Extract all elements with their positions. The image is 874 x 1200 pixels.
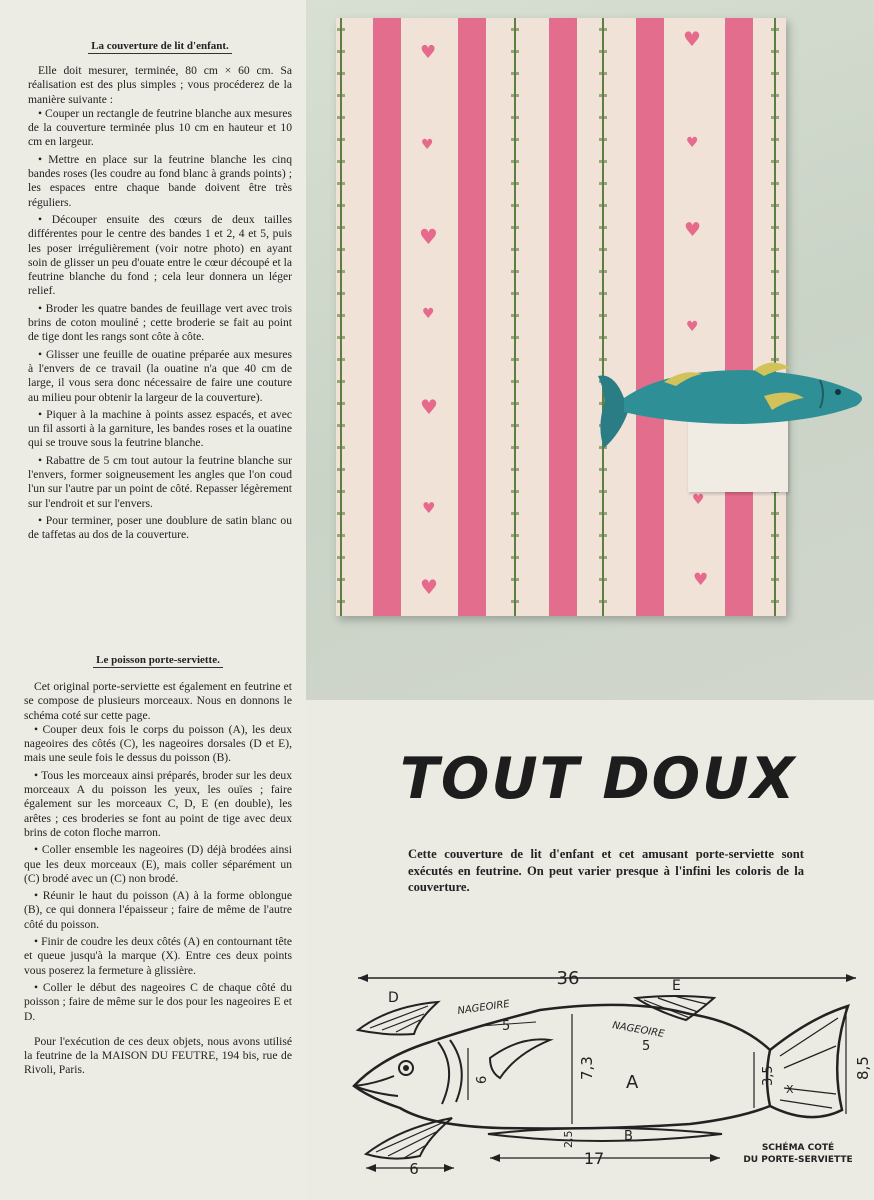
heart-icon: ♥ xyxy=(419,225,438,249)
section-outro: Pour l'exécution de ces deux objets, nous avons utilisé la feutrine de la MAISON DU FEUTRE, 194 bis, rue de Rivoli, Paris. xyxy=(24,1034,292,1077)
step-item: • Finir de coudre les deux côtés (A) en contournant tête et queue jusqu'à la marque (X). Entre ces deux points vous poserez la fermeture à glissière. xyxy=(24,935,292,977)
step-item: • Couper deux fois le corps du poisson (A), les deux nageoires des côtés (C), les nageoires dorsales (D et E), mais une seule fois le dessus du poisson (B). xyxy=(24,722,292,765)
page-title: TOUT DOUX xyxy=(400,746,797,812)
step-list xyxy=(24,723,292,1024)
label-nageoire-side: NAGEOIRE xyxy=(611,1020,666,1041)
heart-icon: ♥ xyxy=(683,27,701,51)
step-item: • Rabattre de 5 cm tout autour la feutrine blanche sur l'envers, former soigneusement les angles que l'on coud l'un sur l'autre par un point de côté. Repasser légèrement sur l'endroit et sur l'envers. xyxy=(28,453,292,510)
section-title-fish: Le poisson porte-serviette. xyxy=(24,654,292,666)
pink-stripe xyxy=(725,18,753,616)
dimension-b-height: 2,5 xyxy=(562,1130,575,1148)
heart-icon: ♥ xyxy=(692,492,705,508)
section-fish xyxy=(24,654,292,1078)
heart-icon: ♥ xyxy=(686,135,699,151)
step-item: • Glisser une feuille de ouatine préparée aux mesures à l'envers de ce travail (la ouatine n'a que 40 cm de large, il vous sera donc nécessaire de faire une couture au milieu pour obtenir la largeur de la couverture). xyxy=(28,347,292,404)
dimension-b-length: 17 xyxy=(583,1149,605,1168)
dimension-tail-join: 3,5 xyxy=(761,1065,776,1086)
label-a: A xyxy=(626,1072,639,1093)
step-item: • Pour terminer, poser une doublure de satin blanc ou de taffetas au dos de la couverture. xyxy=(28,513,292,542)
step-list xyxy=(28,107,292,543)
fish-body-outline xyxy=(354,1005,770,1129)
label-e: E xyxy=(672,978,681,994)
marker-x-label: X xyxy=(786,1083,794,1096)
heart-icon: ♥ xyxy=(422,499,436,517)
dimension-body-height: 7,3 xyxy=(578,1056,596,1080)
blanket xyxy=(336,18,786,616)
label-nageoire-top: NAGEOIRE xyxy=(456,998,511,1017)
section-intro: Elle doit mesurer, terminée, 80 cm × 60 cm. Sa réalisation est des plus simples ; vous procéderez de la manière suivante : xyxy=(28,64,292,106)
heart-icon: ♥ xyxy=(686,319,699,335)
heart-icon: ♥ xyxy=(421,137,434,153)
heart-icon: ♥ xyxy=(693,570,709,590)
step-item: • Piquer à la machine à points assez espacés, et avec un fil assorti à la garniture, les bandes roses et la ouatine qui se trouve sous la feutrine blanche. xyxy=(28,407,292,450)
pink-stripe xyxy=(458,18,486,616)
step-item: • Broder les quatre bandes de feuillage vert avec trois brins de coton mouliné ; cette broderie se fait au point de tige dont les rangs sont côte à côte. xyxy=(28,301,292,344)
heart-icon: ♥ xyxy=(684,219,702,241)
section-intro: Cet original porte-serviette est également en feutrine et se compose de plusieurs morceaux. Nous en donnons le schéma coté sur cette page. xyxy=(24,680,292,722)
step-item: • Mettre en place sur la feutrine blanche les cinq bandes roses (les coudre au fond blanc à grands points) ; les espaces entre chaque bande doivent être très réguliers. xyxy=(28,152,292,209)
subtitle: Cette couverture de lit d'enfant et cet amusant porte-serviette sont exécutés en feutrine. On peut varier presque à l'infini les coloris de la couverture. xyxy=(408,847,804,894)
pink-stripe xyxy=(636,18,664,616)
leaf-vine xyxy=(774,18,782,616)
section-title-blanket: La couverture de lit d'enfant. xyxy=(28,40,292,52)
dimension-total-length: 36 xyxy=(556,968,580,989)
step-item: • Découper ensuite des cœurs de deux tailles différentes pour le centre des bandes 1 et 2, 4 et 5, puis les poser irrégulièrement (voir notre photo) en ayant soin de glisser un peu d'ouate entre le cœur découpé et la feutrine blanche du fond ; cela leur donnera un léger relief. xyxy=(28,212,292,298)
step-item: • Couper un rectangle de feutrine blanche aux mesures de la couverture terminée plus 10 cm en hauteur et 10 cm en largeur. xyxy=(28,106,292,149)
dimension-head-height: 6 xyxy=(475,1075,490,1084)
piece-b xyxy=(488,1128,722,1141)
diagram-caption: SCHÉMA COTÉ DU PORTE-SERVIETTE xyxy=(743,1143,853,1165)
step-item: • Coller ensemble les nageoires (D) déjà brodées ainsi que les deux morceaux (E), mais coller séparément un (C) brodé avec un (C) non brodé. xyxy=(24,843,292,885)
left-column xyxy=(0,0,306,1200)
leaf-vine xyxy=(602,18,610,616)
fin-c xyxy=(490,1039,550,1078)
leaf-vine xyxy=(340,18,348,616)
dimension-fin-side: 5 xyxy=(642,1039,651,1054)
section-blanket xyxy=(28,40,292,546)
pink-stripe xyxy=(549,18,577,616)
heart-icon: ♥ xyxy=(422,306,435,322)
step-item: • Réunir le haut du poisson (A) à la forme oblongue (B), ce qui donnera l'épaisseur ; faire de même de l'autre côté du poisson. xyxy=(24,889,292,931)
heart-icon: ♥ xyxy=(420,395,438,419)
label-d: D xyxy=(388,990,399,1006)
pink-stripe xyxy=(373,18,401,616)
dimension-tail-height: 8,5 xyxy=(854,1056,872,1080)
step-item: • Tous les morceaux ainsi préparés, broder sur les deux morceaux A du poisson les yeux, les ouïes ; faire également sur les morceaux C, D, E (en double), les arêtes ; ces broderies se font au point de tige avec deux brins de coton floche marron. xyxy=(24,768,292,839)
leaf-vine xyxy=(514,18,522,616)
heart-icon: ♥ xyxy=(420,42,437,63)
photo-blanket xyxy=(306,0,874,700)
dimension-c-length: 6 xyxy=(409,1160,419,1178)
heart-icon: ♥ xyxy=(420,575,438,599)
dimension-fin-top: 5 xyxy=(502,1019,511,1034)
fish-napkin-holder xyxy=(594,352,874,462)
step-item: • Coller le début des nageoires C de chaque côté du poisson ; faire de même sur le dos pour les nageoires E et D. xyxy=(24,980,292,1023)
label-b: B xyxy=(624,1129,633,1144)
